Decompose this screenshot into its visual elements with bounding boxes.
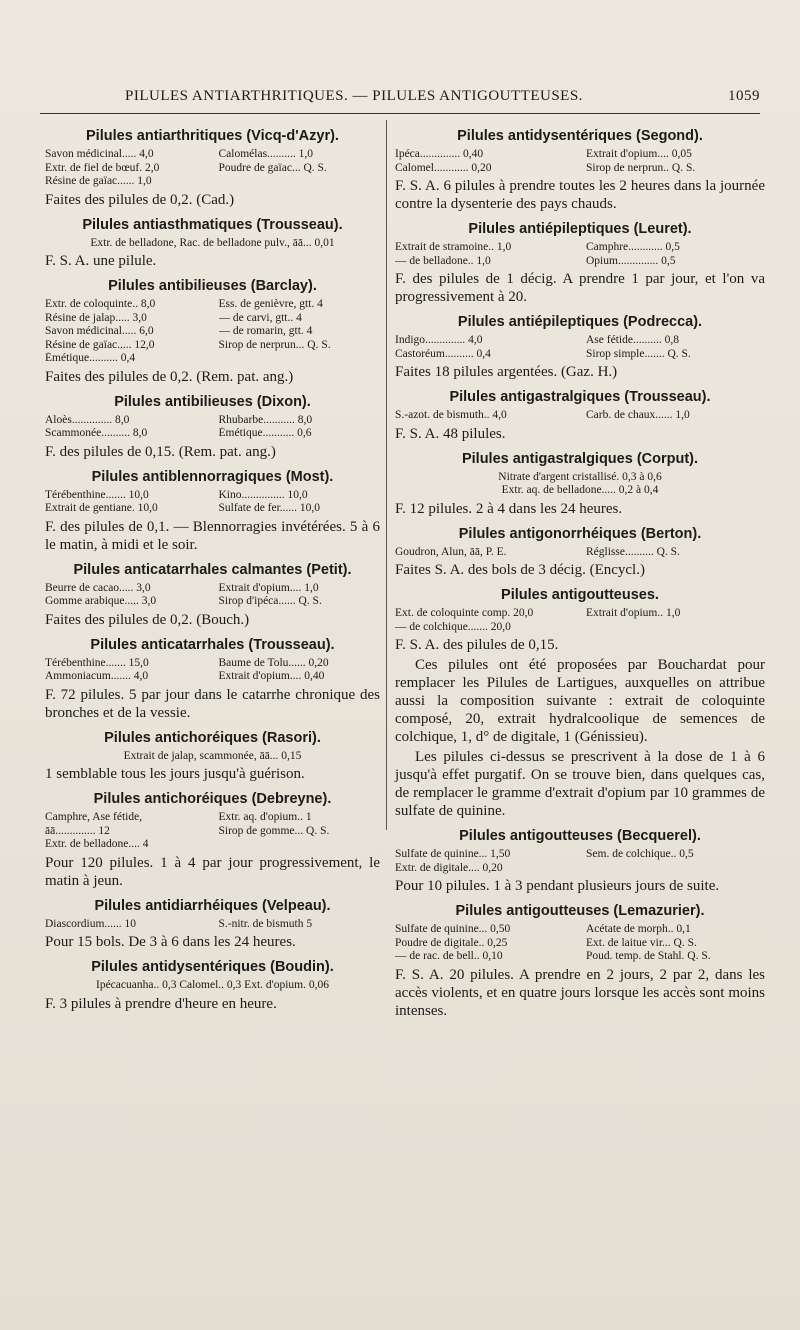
ingredient-cell: Sem. de colchique.. 0,5 bbox=[586, 848, 694, 860]
ingredient-cell: Réglisse.......... Q. S. bbox=[586, 545, 680, 558]
ingredient-cell: Calomélas.......... 1,0 bbox=[218, 148, 314, 160]
ingredient-list bbox=[395, 241, 765, 268]
ingredient-cell: Aloès.............. 8,0 bbox=[45, 413, 130, 426]
ingredient-list bbox=[45, 918, 380, 932]
ingredient-cell bbox=[219, 838, 381, 852]
ingredient-cell: Opium.............. 0,5 bbox=[586, 254, 676, 267]
recipe-instructions: Pour 15 bols. De 3 à 6 dans les 24 heures. bbox=[45, 934, 296, 950]
recipe-title: Pilules antigastralgiques (Corput). bbox=[461, 450, 699, 467]
ingredient-cell: — de belladone.. 1,0 bbox=[395, 254, 491, 267]
ingredient-cell: Poudre de digitale.. 0,25 bbox=[395, 936, 508, 949]
recipe-instructions: F. des pilules de 1 décig. A prendre 1 par jour, et l'on va progressivement à 20. bbox=[395, 271, 765, 305]
ingredient-cell: Extrait d'opium.... 1,0 bbox=[218, 581, 319, 594]
ingredient-cell: Beurre de cacao..... 3,0 bbox=[45, 581, 151, 594]
ingredient-list bbox=[45, 489, 380, 516]
ingredient-cell: Ipécacuanha.. 0,3 Calomel.. 0,3 Ext. d'opium. 0,06 bbox=[96, 979, 329, 991]
recipe-entry bbox=[45, 554, 380, 629]
ingredient-list bbox=[395, 923, 765, 964]
ingredient-list bbox=[395, 607, 765, 634]
recipe-instructions: Pour 10 pilules. 1 à 3 pendant plusieurs jours de suite. bbox=[395, 878, 720, 894]
recipe-instructions: F. S. A. des pilules de 0,15. bbox=[395, 637, 559, 653]
ingredient-cell: Sirop de nerprun... Q. S. bbox=[218, 338, 331, 351]
recipe-entry bbox=[395, 120, 765, 213]
recipe-instructions: F. S. A. 48 pilules. bbox=[395, 425, 506, 442]
ingredient-cell: — de carvi, gtt.. 4 bbox=[218, 311, 302, 324]
recipe-title: Pilules antibilieuses (Dixon). bbox=[114, 393, 311, 410]
ingredient-cell: Indigo.............. 4,0 bbox=[395, 334, 483, 346]
recipe-entry bbox=[395, 443, 765, 518]
recipe-entry bbox=[45, 722, 380, 784]
ingredient-cell: Poudre de gaïac... Q. S. bbox=[218, 161, 327, 174]
recipe-entry bbox=[395, 381, 765, 443]
ingredient-cell: Extr. de belladone, Rac. de belladone pulv., āā... 0,01 bbox=[90, 236, 335, 249]
ingredient-cell: Émétique........... 0,6 bbox=[218, 427, 312, 439]
ingredient-list bbox=[45, 148, 380, 189]
ingredient-cell: Résine de gaïac...... 1,0 bbox=[45, 175, 152, 187]
recipe-entry bbox=[395, 518, 765, 580]
recipe-entry bbox=[45, 783, 380, 890]
ingredient-cell: Extrait de gentiane. 10,0 bbox=[45, 502, 158, 514]
ingredient-cell bbox=[219, 175, 381, 189]
ingredient-cell: — de colchique....... 20,0 bbox=[395, 620, 511, 633]
ingredient-cell: Camphre............ 0,5 bbox=[586, 241, 680, 253]
ingredient-cell bbox=[586, 862, 765, 876]
recipe-instructions: F. S. A. 6 pilules à prendre toutes les 2 heures dans la journée contre la dysenterie des pays chauds. bbox=[395, 178, 765, 212]
recipe-title: Pilules antibilieuses (Barclay). bbox=[108, 278, 317, 294]
ingredient-cell: S.-nitr. de bismuth 5 bbox=[218, 917, 313, 930]
page-number: 1059 bbox=[728, 88, 760, 104]
recipe-entry bbox=[45, 209, 380, 271]
ingredient-cell: Térébenthine....... 15,0 bbox=[45, 656, 149, 669]
recipe-instructions: Faites des pilules de 0,2. (Rem. pat. ang.) bbox=[45, 368, 294, 385]
ingredient-cell: S.-azot. de bismuth.. 4,0 bbox=[395, 409, 507, 421]
ingredient-cell: Nitrate d'argent cristallisé. 0,3 à 0,6 bbox=[498, 470, 662, 483]
recipe-instructions: Pour 120 pilules. 1 à 4 par jour progressivement, le matin à jeun. bbox=[45, 854, 380, 889]
header-title: PILULES ANTIARTHRITIQUES. — PILULES ANTIGOUTTEUSES. bbox=[125, 88, 583, 104]
ingredient-cell: Poud. temp. de Stahl. Q. S. bbox=[586, 950, 711, 962]
recipe-instructions: F. 12 pilules. 2 à 4 dans les 24 heures. bbox=[395, 500, 623, 517]
ingredient-list bbox=[395, 471, 765, 498]
recipe-title: Pilules anticatarrhales (Trousseau). bbox=[90, 636, 335, 653]
recipe-title: Pilules antichoréiques (Debreyne). bbox=[93, 791, 332, 807]
recipe-instructions: Faites 18 pilules argentées. (Gaz. H.) bbox=[395, 364, 618, 380]
ingredient-list bbox=[395, 409, 765, 423]
column-divider bbox=[386, 120, 387, 830]
ingredient-cell: Castoréum.......... 0,4 bbox=[395, 347, 491, 360]
recipe-entry bbox=[395, 820, 765, 895]
ingredient-cell: Ext. de coloquinte comp. 20,0 bbox=[395, 607, 534, 619]
ingredient-cell: Acétate de morph.. 0,1 bbox=[586, 923, 691, 935]
recipe-instructions: F. 3 pilules à prendre d'heure en heure. bbox=[45, 995, 277, 1012]
recipe-entry bbox=[45, 629, 380, 722]
recipe-instructions: 1 semblable tous les jours jusqu'à guérison. bbox=[45, 766, 305, 782]
ingredient-cell: Carb. de chaux...... 1,0 bbox=[586, 409, 690, 421]
ingredient-cell: Extrait d'opium.... 0,05 bbox=[586, 148, 692, 160]
ingredient-list bbox=[395, 848, 765, 875]
ingredient-cell: Extr. de belladone.... 4 bbox=[45, 838, 149, 850]
recipe-title: Pilules antiasthmatiques (Trousseau). bbox=[82, 216, 343, 233]
ingredient-list bbox=[45, 750, 380, 764]
recipe-instructions: Faites des pilules de 0,2. (Bouch.) bbox=[45, 611, 250, 628]
ingredient-cell: Ase fétide.......... 0,8 bbox=[586, 334, 679, 346]
ingredient-cell: Gomme arabique..... 3,0 bbox=[45, 595, 157, 607]
recipe-instructions: Les pilules ci-dessus se prescrivent à la dose de 1 à 6 jusqu'à effet purgatif. On se trouve bien, dans quelques cas, de remplacer le gramme d'extrait d'opium par 10 grammes de sulfate de quinine. bbox=[395, 749, 765, 819]
ingredient-cell: Camphre, Ase fétide, bbox=[45, 811, 143, 823]
ingredient-cell: Ext. de laitue vir... Q. S. bbox=[586, 936, 697, 949]
ingredient-cell: Sirop simple....... Q. S. bbox=[586, 347, 691, 360]
ingredient-cell bbox=[586, 621, 765, 635]
ingredient-cell: Extr. de coloquinte.. 8,0 bbox=[45, 298, 156, 310]
recipe-title: Pilules antiarthritiques (Vicq-d'Azyr). bbox=[86, 128, 339, 144]
ingredient-cell: Kino............... 10,0 bbox=[218, 488, 308, 501]
ingredient-cell: Extr. de digitale.... 0,20 bbox=[395, 861, 503, 874]
ingredient-list bbox=[45, 657, 380, 684]
recipe-entry bbox=[395, 579, 765, 820]
ingredient-cell: Extrait de stramoine.. 1,0 bbox=[395, 241, 512, 253]
recipe-title: Pilules antiblennorragiques (Most). bbox=[91, 468, 334, 485]
ingredient-cell: Sirop d'ipéca...... Q. S. bbox=[218, 595, 322, 607]
ingredient-cell: Extrait d'opium.... 0,40 bbox=[218, 670, 325, 682]
recipe-title: Pilules antidysentériques (Boudin). bbox=[91, 959, 334, 975]
recipe-entry bbox=[395, 895, 765, 1020]
recipe-entry bbox=[45, 270, 380, 386]
ingredient-list bbox=[45, 414, 380, 441]
ingredient-cell: — de rac. de bell.. 0,10 bbox=[395, 950, 503, 962]
ingredient-cell: Émétique.......... 0,4 bbox=[45, 352, 136, 364]
ingredient-cell: Ess. de genièvre, gtt. 4 bbox=[218, 298, 323, 310]
ingredient-cell: Diascordium...... 10 bbox=[45, 917, 137, 930]
ingredient-cell: Ammoniacum....... 4,0 bbox=[45, 670, 149, 682]
ingredient-list bbox=[395, 334, 765, 361]
recipe-entry bbox=[45, 120, 380, 209]
ingredient-cell: Sulfate de quinine... 0,50 bbox=[395, 923, 511, 935]
ingredient-cell: Extrait d'opium.. 1,0 bbox=[586, 607, 681, 619]
recipe-entry bbox=[395, 306, 765, 381]
header-rule bbox=[40, 113, 760, 114]
recipe-entry bbox=[45, 386, 380, 461]
ingredient-cell: Résine de gaïac..... 12,0 bbox=[45, 338, 155, 351]
recipe-title: Pilules antigoutteuses (Lemazurier). bbox=[455, 903, 705, 919]
recipe-title: Pilules antichoréiques (Rasori). bbox=[104, 729, 321, 746]
recipe-entry bbox=[45, 890, 380, 952]
ingredient-cell: — de romarin, gtt. 4 bbox=[218, 325, 313, 337]
ingredient-list bbox=[395, 148, 765, 175]
ingredient-cell: Goudron, Alun, āā, P. E. bbox=[395, 545, 507, 558]
recipe-instructions: F. des pilules de 0,15. (Rem. pat. ang.) bbox=[45, 443, 276, 460]
ingredient-cell: Extrait de jalap, scammonée, āā... 0,15 bbox=[123, 749, 302, 762]
recipe-instructions: Ces pilules ont été proposées par Bouchardat pour remplacer les Pilules de Lartigues, auxquelles on attribue aussi la composition suivante : extrait de coloquinte composé, 20, extrait hydralcoolique de semences de colchique, 1, d° de digitale, 1 (Génissieu). bbox=[395, 657, 765, 745]
ingredient-cell: Savon médicinal..... 6,0 bbox=[45, 325, 154, 337]
recipe-title: Pilules antigoutteuses (Becquerel). bbox=[459, 828, 701, 844]
ingredient-cell: Ipéca.............. 0,40 bbox=[395, 148, 484, 160]
ingredient-cell: Calomel............ 0,20 bbox=[395, 161, 492, 174]
ingredient-cell: Sulfate de fer...... 10,0 bbox=[218, 502, 321, 514]
recipe-entry bbox=[395, 213, 765, 306]
recipe-title: Pilules antidiarrhéiques (Velpeau). bbox=[94, 897, 331, 914]
ingredient-list bbox=[45, 298, 380, 366]
left-column bbox=[45, 120, 380, 1013]
recipe-instructions: Faites S. A. des bols de 3 décig. (Encycl.) bbox=[395, 562, 645, 578]
recipe-entry bbox=[45, 951, 380, 1013]
ingredient-cell bbox=[219, 352, 381, 366]
ingredient-cell: Sirop de nerprun.. Q. S. bbox=[586, 161, 696, 174]
ingredient-cell: Rhubarbe........... 8,0 bbox=[218, 413, 313, 426]
recipe-instructions: Faites des pilules de 0,2. (Cad.) bbox=[45, 191, 235, 208]
recipe-instructions: F. 72 pilules. 5 par jour dans le catarrhe chronique des bronches et de la vessie. bbox=[45, 686, 380, 721]
ingredient-cell: Résine de jalap..... 3,0 bbox=[45, 311, 147, 324]
ingredient-list bbox=[45, 979, 380, 993]
ingredient-cell: āā.............. 12 bbox=[45, 824, 110, 837]
ingredient-list bbox=[45, 811, 380, 852]
ingredient-cell: Savon médicinal..... 4,0 bbox=[45, 148, 154, 160]
ingredient-cell: Baume de Tolu...... 0,20 bbox=[218, 656, 329, 669]
recipe-title: Pilules antigoutteuses. bbox=[501, 587, 659, 603]
ingredient-list bbox=[45, 237, 380, 251]
ingredient-list bbox=[395, 546, 765, 560]
recipe-instructions: F. S. A. une pilule. bbox=[45, 253, 157, 269]
recipe-instructions: F. des pilules de 0,1. — Blennorragies invétérées. 5 à 6 le matin, à midi et le soir. bbox=[45, 518, 380, 553]
recipe-title: Pilules antigonorrhéiques (Berton). bbox=[458, 525, 702, 542]
recipe-title: Pilules antiépileptiques (Podrecca). bbox=[457, 314, 703, 330]
running-header bbox=[40, 88, 760, 110]
recipe-instructions: F. S. A. 20 pilules. A prendre en 2 jours, 2 par 2, dans les accès violents, et en quatre jours lorsque les accès sont moins intenses. bbox=[395, 966, 765, 1019]
recipe-title: Pilules anticatarrhales calmantes (Petit). bbox=[73, 561, 352, 578]
ingredient-cell: Sirop de gomme... Q. S. bbox=[218, 824, 330, 837]
ingredient-cell: Extr. de fiel de bœuf. 2,0 bbox=[45, 161, 160, 174]
recipe-title: Pilules antigastralgiques (Trousseau). bbox=[449, 389, 711, 405]
recipe-title: Pilules antiépileptiques (Leuret). bbox=[468, 221, 692, 237]
ingredient-cell: Sulfate de quinine... 1,50 bbox=[395, 848, 511, 860]
ingredient-cell: Extr. aq. de belladone..... 0,2 à 0,4 bbox=[501, 484, 659, 496]
right-column bbox=[395, 120, 765, 1020]
ingredient-cell: Extr. aq. d'opium.. 1 bbox=[218, 811, 312, 823]
recipe-entry bbox=[45, 461, 380, 554]
ingredient-list bbox=[45, 582, 380, 609]
ingredient-cell: Térébenthine....... 10,0 bbox=[45, 488, 149, 501]
ingredient-cell: Scammonée.......... 8,0 bbox=[45, 427, 148, 439]
recipe-title: Pilules antidysentériques (Segond). bbox=[457, 128, 703, 144]
